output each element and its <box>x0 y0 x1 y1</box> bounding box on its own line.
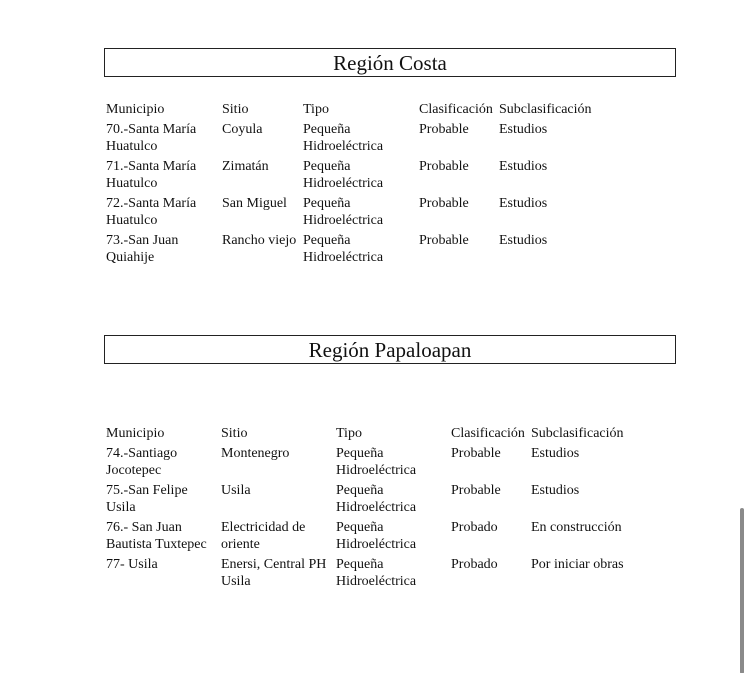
sitio-cell: Enersi, Central PH Usila <box>221 557 327 589</box>
header-sitio: Sitio <box>222 102 249 117</box>
municipio-cell: 70.-Santa María Huatulco <box>106 122 197 154</box>
clasificacion-cell: Probable <box>419 233 469 248</box>
sitio-cell: Electricidad de oriente <box>221 520 306 552</box>
municipio-cell: 77- Usila <box>106 557 158 572</box>
clasificacion-cell: Probable <box>451 446 501 461</box>
municipio-cell: 73.-San Juan Quiahije <box>106 233 179 265</box>
subclasificacion-cell: En construcción <box>531 520 622 535</box>
sitio-cell: Zimatán <box>222 159 269 174</box>
subclasificacion-cell: Estudios <box>531 483 580 498</box>
header-municipio: Municipio <box>106 102 165 117</box>
clasificacion-cell: Probado <box>451 557 498 572</box>
section-title-costa: Región Costa <box>104 48 676 77</box>
header-tipo: Tipo <box>336 426 362 441</box>
clasificacion-cell: Probable <box>419 196 469 211</box>
section-title-papaloapan: Región Papaloapan <box>104 335 676 364</box>
tipo-cell: Pequeña Hidroeléctrica <box>336 483 417 515</box>
sitio-cell: Montenegro <box>221 446 290 461</box>
vertical-scrollbar[interactable] <box>740 508 744 673</box>
header-subclasificacion: Subclasificación <box>531 426 624 441</box>
municipio-cell: 75.-San Felipe Usila <box>106 483 188 515</box>
clasificacion-cell: Probable <box>419 122 469 137</box>
sitio-cell: San Miguel <box>222 196 287 211</box>
clasificacion-cell: Probado <box>451 520 498 535</box>
header-sitio: Sitio <box>221 426 248 441</box>
clasificacion-cell: Probable <box>451 483 501 498</box>
sitio-cell: Coyula <box>222 122 263 137</box>
subclasificacion-cell: Estudios <box>499 122 548 137</box>
municipio-cell: 76.- San Juan Bautista Tuxtepec <box>106 520 207 552</box>
sitio-cell: Usila <box>221 483 251 498</box>
tipo-cell: Pequeña Hidroeléctrica <box>336 557 417 589</box>
tipo-cell: Pequeña Hidroeléctrica <box>336 520 417 552</box>
header-subclasificacion: Subclasificación <box>499 102 592 117</box>
subclasificacion-cell: Estudios <box>499 159 548 174</box>
header-clasificacion: Clasificación <box>451 426 525 441</box>
header-tipo: Tipo <box>303 102 329 117</box>
subclasificacion-cell: Estudios <box>499 196 548 211</box>
tipo-cell: Pequeña Hidroeléctrica <box>303 233 384 265</box>
tipo-cell: Pequeña Hidroeléctrica <box>336 446 417 478</box>
municipio-cell: 72.-Santa María Huatulco <box>106 196 197 228</box>
subclasificacion-cell: Estudios <box>499 233 548 248</box>
sitio-cell: Rancho viejo <box>222 233 297 248</box>
header-municipio: Municipio <box>106 426 165 441</box>
tipo-cell: Pequeña Hidroeléctrica <box>303 196 384 228</box>
subclasificacion-cell: Estudios <box>531 446 580 461</box>
municipio-cell: 71.-Santa María Huatulco <box>106 159 197 191</box>
header-clasificacion: Clasificación <box>419 102 493 117</box>
tipo-cell: Pequeña Hidroeléctrica <box>303 159 384 191</box>
municipio-cell: 74.-Santiago Jocotepec <box>106 446 178 478</box>
subclasificacion-cell: Por iniciar obras <box>531 557 624 572</box>
clasificacion-cell: Probable <box>419 159 469 174</box>
tipo-cell: Pequeña Hidroeléctrica <box>303 122 384 154</box>
